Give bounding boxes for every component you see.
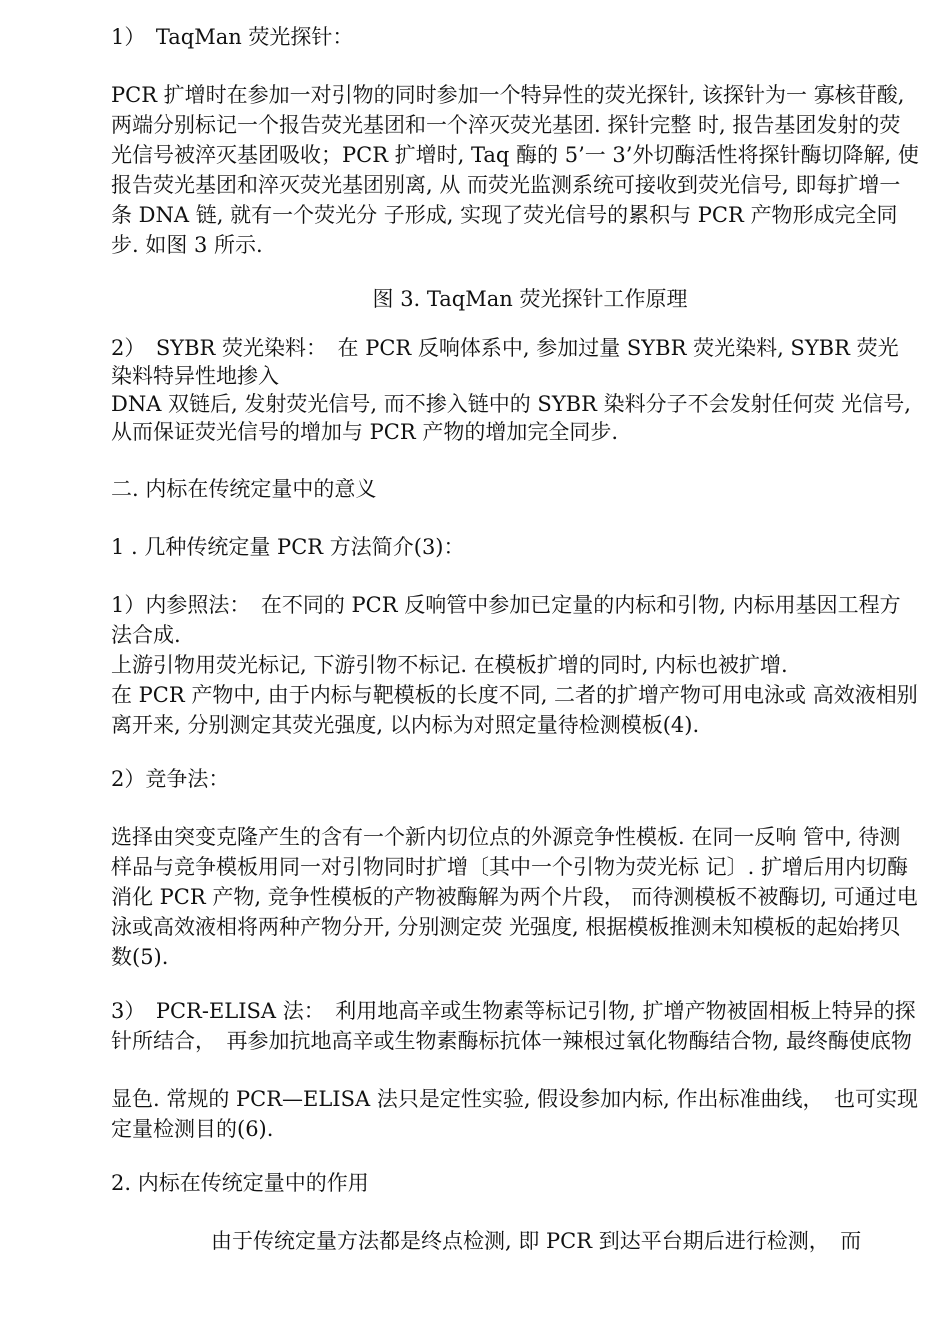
paragraph-method-1c: 在 PCR 产物中, 由于内标与靶模板的长度不同, 二者的扩增产物可用电泳或 高效液相别离开来, 分别测定其荧光强度, 以内标为对照定量待检测模板(4). <box>111 683 918 737</box>
paragraph-last: 由于传统定量方法都是终点检测, 即 PCR 到达平台期后进行检测， 而 <box>211 1229 862 1253</box>
heading-taqman: 1） TaqMan 荧光探针： <box>111 25 354 49</box>
paragraph-method-1a: 1）内参照法： 在不同的 PCR 反响管中参加已定量的内标和引物, 内标用基因工程方法合成. <box>111 593 901 647</box>
subheading-2-1: 1 . 几种传统定量 PCR 方法简介(3)： <box>111 535 465 559</box>
paragraph-sybr-1: 2） SYBR 荧光染料： 在 PCR 反响体系中, 参加过量 SYBR 荧光染料, SYBR 荧光染料特异性地掺入 <box>111 336 899 388</box>
figure-caption: 图 3. TaqMan 荧光探针工作原理 <box>372 287 688 311</box>
paragraph-taqman: PCR 扩增时在参加一对引物的同时参加一个特异性的荧光探针, 该探针为一 寡核苷酸, 两端分别标记一个报告荧光基团和一个淬灭荧光基团. 探针完整 时, 报告基团发射的荧光信号被淬灭基团吸收；PCR 扩增时, Taq 酶的 5’一 3’外切酶活性将探针酶切降解, 使报告荧光基团和淬灭荧光基团别离, 从 而荧光监测系统可接收到荧光信号, 即每扩增一条 DNA 链, 就有一个荧光分 子形成, 实现了荧光信号的累积与 PCR 产物形成完全同步. 如图 3 所示. <box>111 83 919 257</box>
paragraph-method-2: 选择由突变克隆产生的含有一个新内切位点的外源竞争性模板. 在同一反响 管中, 待测样品与竞争模板用同一对引物同时扩增〔其中一个引物为荧光标 记〕. 扩增后用内切酶消化 PCR 产物, 竞争性模板的产物被酶解为两个片段， 而待测模板不被酶切, 可通过电泳或高效液相将两种产物分开, 分别测定荧 光强度, 根据模板推测未知模板的起始拷贝数(5). <box>111 825 918 969</box>
paragraph-method-3a: 3） PCR-ELISA 法： 利用地高辛或生物素等标记引物, 扩增产物被固相板上特异的探针所结合， 再参加抗地高辛或生物素酶标抗体一辣根过氧化物酶结合物, 最终酶使底物 <box>111 999 916 1053</box>
subheading-2-2: 2. 内标在传统定量中的作用 <box>111 1171 369 1195</box>
paragraph-method-3b: 显色. 常规的 PCR—ELISA 法只是定性实验, 假设参加内标, 作出标准曲线， 也可实现定量检测目的(6). <box>111 1087 919 1141</box>
paragraph-sybr-2: DNA 双链后, 发射荧光信号, 而不掺入链中的 SYBR 染料分子不会发射任何荧 光信号, 从而保证荧光信号的增加与 PCR 产物的增加完全同步. <box>111 392 911 444</box>
document-page <box>111 22 919 1256</box>
heading-method-2: 2）竞争法： <box>111 767 230 791</box>
paragraph-method-1b: 上游引物用荧光标记, 下游引物不标记. 在模板扩增的同时, 内标也被扩增. <box>111 653 788 677</box>
section-heading-2: 二. 内标在传统定量中的意义 <box>111 477 377 501</box>
